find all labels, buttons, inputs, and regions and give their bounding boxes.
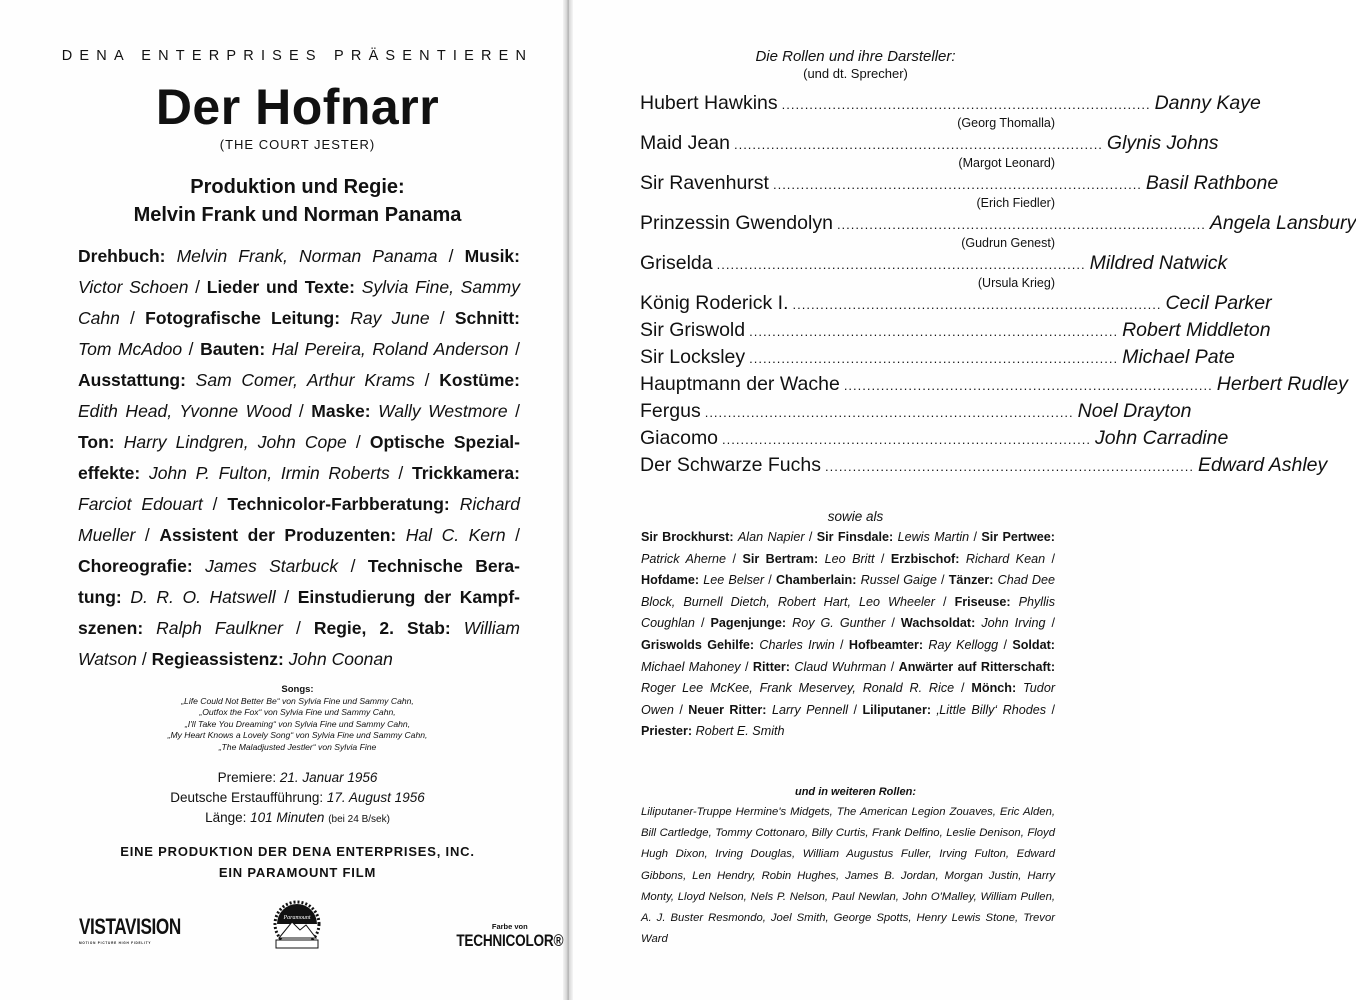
credit-role: Kostüme:: [439, 370, 520, 390]
technicolor-prefix: Farbe von: [491, 922, 528, 931]
credit-name: Roy G. Gunther: [792, 616, 886, 631]
credit-role: Sir Pertwee:: [981, 530, 1055, 544]
cast-row: [640, 172, 1279, 199]
credit-name: Leo Britt: [824, 551, 875, 566]
premiere-label: Premiere:: [217, 770, 277, 785]
credit-name: Victor Schoen: [78, 277, 189, 297]
credit-name: Farciot Edouart: [78, 494, 203, 514]
credit-role: Mönch:: [971, 681, 1017, 696]
dot-leader: ................................................................................: [733, 137, 1103, 152]
cast-actor: Mildred Natwick: [1089, 252, 1228, 274]
songs-heading: Songs:: [281, 684, 314, 695]
credit-role: Assistent der Produzenten:: [159, 525, 397, 545]
credit-name: Claud Wuhrman: [794, 659, 887, 674]
vistavision-wordmark: VISTAVISION: [79, 914, 181, 939]
credit-role: Sir Finsdale:: [816, 530, 894, 544]
credit-name: Lewis Martin: [897, 530, 970, 544]
credit-name: Sam Comer, Arthur Krams: [195, 370, 415, 390]
cast-row: [640, 427, 1229, 454]
voice-actor: (Margot Leonard): [958, 156, 1055, 170]
dot-leader: ................................................................................: [792, 297, 1162, 312]
credit-name: Sylvia Fine, Sammy Cahn: [78, 277, 520, 328]
credit-name: Patrick Aherne: [641, 551, 727, 566]
release-info: [0, 768, 595, 830]
credit-role: Chamberlain:: [775, 573, 857, 588]
credit-role: Schnitt:: [454, 308, 521, 328]
cast-actor: Danny Kaye: [1154, 92, 1261, 114]
cast-actor: John Carradine: [1094, 427, 1229, 449]
credit-name: Robert E. Smith: [695, 724, 785, 739]
cast-heading: Die Rollen und ihre Darsteller:: [755, 48, 956, 65]
film-title: Der Hofnarr: [155, 79, 440, 135]
credit-name: Wally Westmore: [378, 401, 508, 421]
songs-block: [0, 684, 595, 753]
cast-role: Sir Griswold: [640, 319, 746, 341]
technicolor-logo: [443, 922, 577, 951]
cast-row: [640, 92, 1261, 119]
credit-name: Michael Mahoney: [641, 659, 741, 674]
production-block: [0, 173, 595, 229]
credit-name: Chad Dee Block, Burnell Dietch, Robert Hart, Leo Wheeler: [641, 573, 1056, 609]
cast-actor: Edward Ashley: [1197, 454, 1328, 476]
crew-credits: Drehbuch: Melvin Frank, Norman Panama / Musik: Victor Schoen / Lieder und Texte: Sylvia Fine, Sammy Cahn / Fotografische Leitung: Ray June / Schnitt: Tom McAdoo / Bauten: Hal Pereira, Roland Anderson / Ausstattung: Sam Comer, Arthur Krams / Kostüme: Edith Head, Yvonne Wood / Maske: Wally Westmore / Ton: Harry Lindgren, John Cope / Optische Spezialeffekte: John P. Fulton, Irmin Roberts / Trickkamera: Farciot Edouart / Technicolor-Farbberatung: Richard Mueller / Assistent der Produzenten: Hal C. Kern / Choreografie: James Starbuck / Technische Beratung: D. R. O. Hatswell / Einstudierung der Kampfszenen: Ralph Faulkner / Regie, 2. Stab: William Watson / Regieassistenz: John Coonan: [78, 246, 521, 669]
company-block: [0, 841, 595, 883]
credit-name: ‚Little Billy‘ Rhodes: [936, 702, 1047, 717]
svg-text:Paramount: Paramount: [283, 915, 311, 921]
credit-role: Liliputaner:: [862, 702, 932, 717]
credit-role: Einstudierung der Kampfszenen:: [78, 587, 520, 638]
credit-name: Harry Lindgren, John Cope: [123, 432, 347, 452]
technicolor-wordmark: TECHNICOLOR®: [456, 931, 564, 950]
cast-role: Der Schwarze Fuchs: [640, 454, 821, 476]
cast-row: [640, 319, 1271, 346]
credit-role: Choreografie:: [78, 556, 193, 576]
length-label: Länge:: [205, 810, 247, 825]
also-heading: sowie als: [827, 509, 884, 524]
credit-name: Richard Mueller: [78, 494, 520, 545]
cast-role: Maid Jean: [640, 132, 730, 154]
credit-role: Erzbischof:: [890, 551, 960, 566]
song-item: „My Heart Knows a Lovely Song“ von Sylvia Fine und Sammy Cahn,: [167, 730, 428, 740]
credit-name: Phyllis Coughlan: [641, 594, 1056, 631]
cast-role: Sir Ravenhurst: [640, 172, 769, 194]
credit-name: Russel Gaige: [860, 573, 937, 588]
credit-name: John P. Fulton, Irmin Roberts: [148, 463, 390, 483]
dot-leader: ................................................................................: [749, 351, 1119, 366]
length-value: 101 Minuten: [250, 810, 325, 825]
credit-role: Soldat:: [1012, 637, 1055, 652]
song-item: „Outfox the Fox“ von Sylvia Fine und Sammy Cahn,: [199, 707, 396, 717]
song-item: „I'll Take You Dreaming“ von Sylvia Fine und Sammy Cahn,: [184, 718, 411, 729]
cast-role: Hauptmann der Wache: [640, 373, 840, 395]
songs-list: [0, 696, 595, 754]
song-item: „The Maladjusted Jestler“ von Sylvia Fine: [218, 741, 377, 752]
studio-line: EIN PARAMOUNT FILM: [218, 865, 377, 880]
credit-role: Drehbuch:: [78, 246, 166, 266]
cast-row: [640, 346, 1235, 373]
credit-role: Trickkamera:: [412, 463, 520, 483]
credit-role: Regieassistenz:: [151, 649, 284, 669]
length-line: [0, 808, 595, 830]
cast-list: [640, 92, 1356, 481]
dot-leader: ................................................................................: [781, 97, 1151, 112]
credit-role: Anwärter auf Ritterschaft:: [898, 659, 1056, 674]
cast-role: Prinzessin Gwendolyn: [640, 212, 833, 234]
credit-role: Sir Brockhurst:: [641, 530, 734, 544]
german-release-label: Deutsche Erstaufführung:: [170, 790, 324, 805]
voice-actor: (Gudrun Genest): [961, 236, 1055, 250]
dot-leader: ................................................................................: [716, 257, 1086, 272]
credit-name: John Irving: [981, 616, 1046, 631]
credit-name: Alan Napier: [737, 530, 805, 544]
credit-name: Larry Pennell: [771, 702, 849, 717]
further-roles: Liliputaner-Truppe Hermine's Midgets, The American Legion Zouaves, Eric Alden, Bill Cartledge, Tommy Cottonaro, Billy Curtis, Frank Delfino, Leslie Denison, Floyd Hugh Dixon, Irving Douglas, William Augustus Fuller, Irving Fulton, Edward Gibbons, Len Hendry, Robin Hughes, James B. Jordan, Morgan Justin, Harry Monty, Lloyd Nelson, Nels P. Nelson, Paul Newlan, John O'Malley, William Pullen, A. J. Buster Resmondo, Joel Smith, George Spotts, Henry Lewis Stone, Trevor Ward: [641, 806, 1055, 946]
credit-role: Ton:: [78, 432, 115, 452]
cast-actor: Glynis Johns: [1106, 132, 1219, 154]
credit-role: Regie, 2. Stab:: [313, 618, 451, 638]
cast-role: König Roderick I.: [640, 292, 789, 314]
paramount-logo: [270, 898, 324, 959]
credit-role: Hofbeamter:: [848, 637, 924, 652]
dot-leader: ................................................................................: [824, 459, 1194, 474]
credit-role: Bauten:: [200, 339, 266, 359]
credit-role: Lieder und Texte:: [206, 277, 355, 297]
cast-row: [640, 454, 1328, 481]
voice-actor: (Georg Thomalla): [957, 116, 1055, 130]
credit-role: Hofdame:: [641, 573, 700, 588]
credit-name: Roger Lee McKee, Frank Meservey, Ronald R. Rice: [641, 681, 955, 696]
dot-leader: ................................................................................: [772, 177, 1142, 192]
credit-role: Ausstattung:: [78, 370, 186, 390]
production-heading: Produktion und Regie:: [190, 176, 405, 198]
credit-name: Lee Belser: [703, 573, 765, 588]
credit-role: Technische Beratung:: [78, 556, 520, 607]
credit-name: Charles Irwin: [759, 637, 835, 652]
credit-role: Ritter:: [752, 659, 790, 674]
length-note: (bei 24 B/sek): [328, 814, 390, 825]
credit-role: Sir Bertram:: [742, 551, 819, 566]
cast-actor: Noel Drayton: [1077, 400, 1192, 422]
cast-role: Hubert Hawkins: [640, 92, 778, 114]
credit-name: Ralph Faulkner: [156, 618, 283, 638]
premiere-date: 21. Januar 1956: [279, 770, 378, 785]
credit-role: Technicolor-Farbberatung:: [227, 494, 450, 514]
dot-leader: ................................................................................: [704, 405, 1074, 420]
credit-role: Neuer Ritter:: [688, 702, 767, 717]
credit-name: Tudor Owen: [641, 681, 1056, 717]
cast-row: [640, 400, 1192, 427]
credit-name: D. R. O. Hatswell: [130, 587, 276, 607]
credit-name: Ray Kellogg: [928, 637, 999, 652]
song-item: „Life Could Not Better Be“ von Sylvia Fine und Sammy Cahn,: [181, 695, 414, 706]
dot-leader: ................................................................................: [722, 432, 1091, 447]
cast-role: Griselda: [640, 252, 713, 274]
presenter-line: DENA ENTERPRISES PRÄSENTIEREN: [61, 48, 534, 64]
voice-actor: (Erich Fiedler): [976, 196, 1055, 210]
credit-role: Optische Spezialeffekte:: [78, 432, 520, 483]
credit-role: Priester:: [641, 724, 693, 739]
cast-actor: Robert Middleton: [1122, 319, 1271, 341]
credit-name: Melvin Frank, Norman Panama: [176, 246, 438, 266]
supporting-cast: Sir Brockhurst: Alan Napier / Sir Finsdale: Lewis Martin / Sir Pertwee: Patrick Aherne / Sir Bertram: Leo Britt / Erzbischof: Richard Kean / Hofdame: Lee Belser / Chamberlain: Russel Gaige / Tänzer: Chad Dee Block, Burnell Dietch, Robert Hart, Leo Wheeler / Friseuse: Phyllis Coughlan / Pagenjunge: Roy G. Gunther / Wachsoldat: John Irving / Griswolds Gehilfe: Charles Irwin / Hofbeamter: Ray Kellogg / Soldat: Michael Mahoney / Ritter: Claud Wuhrman / Anwärter auf Ritterschaft: Roger Lee McKee, Frank Meservey, Ronald R. Rice / Mönch: Tudor Owen / Neuer Ritter: Larry Pennell / Liliputaner: ‚Little Billy‘ Rhodes / Priester: Robert E. Smith: [641, 530, 1056, 739]
credit-role: Friseuse:: [954, 594, 1011, 609]
credit-name: Tom McAdoo: [78, 339, 183, 359]
credit-role: Musik:: [464, 246, 520, 266]
cast-actor: Herbert Rudley: [1216, 373, 1348, 395]
vistavision-logo: [79, 914, 181, 945]
cast-actor: Angela Lansbury: [1209, 212, 1356, 234]
cast-role: Giacomo: [640, 427, 719, 449]
cast-row: [640, 252, 1228, 279]
credit-role: Fotografische Leitung:: [145, 308, 341, 328]
credit-role: Maske:: [311, 401, 371, 421]
voice-actor: (Ursula Krieg): [977, 276, 1055, 290]
vistavision-tagline: MOTION PICTURE HIGH FIDELITY: [79, 940, 152, 945]
credit-name: Hal C. Kern: [405, 525, 506, 545]
dot-leader: ................................................................................: [836, 217, 1206, 232]
credit-name: James Starbuck: [205, 556, 339, 576]
cast-actor: Cecil Parker: [1165, 292, 1272, 314]
credit-name: John Coonan: [288, 649, 393, 669]
dot-leader: ................................................................................: [749, 324, 1119, 339]
german-release-line: [0, 788, 595, 808]
cast-row: [640, 292, 1272, 319]
original-title: (THE COURT JESTER): [219, 137, 376, 152]
cast-role: Sir Locksley: [640, 346, 746, 368]
credit-name: Edith Head, Yvonne Wood: [78, 401, 292, 421]
german-release-date: 17. August 1956: [326, 790, 425, 805]
credit-role: Griswolds Gehilfe:: [641, 637, 755, 652]
cast-actor: Basil Rathbone: [1145, 172, 1279, 194]
credit-name: Ray June: [350, 308, 430, 328]
credit-name: Hal Pereira, Roland Anderson: [271, 339, 509, 359]
credit-role: Wachsoldat:: [900, 616, 976, 631]
production-names: Melvin Frank und Norman Panama: [133, 204, 462, 226]
credit-name: William Watson: [78, 618, 520, 669]
credit-name: Richard Kean: [965, 551, 1046, 566]
cast-actor: Michael Pate: [1122, 346, 1235, 368]
dot-leader: ................................................................................: [843, 378, 1213, 393]
further-roles-heading: und in weiteren Rollen:: [794, 786, 916, 798]
company-line: EINE PRODUKTION DER DENA ENTERPRISES, INC.: [120, 844, 475, 859]
credit-role: Tänzer:: [948, 573, 994, 588]
cast-row: [640, 212, 1356, 239]
premiere-line: [0, 768, 595, 788]
cast-subheading: (und dt. Sprecher): [803, 66, 908, 81]
cast-row: [640, 373, 1348, 400]
credit-role: Pagenjunge:: [710, 616, 787, 631]
cast-role: Fergus: [640, 400, 701, 422]
cast-row: [640, 132, 1219, 159]
